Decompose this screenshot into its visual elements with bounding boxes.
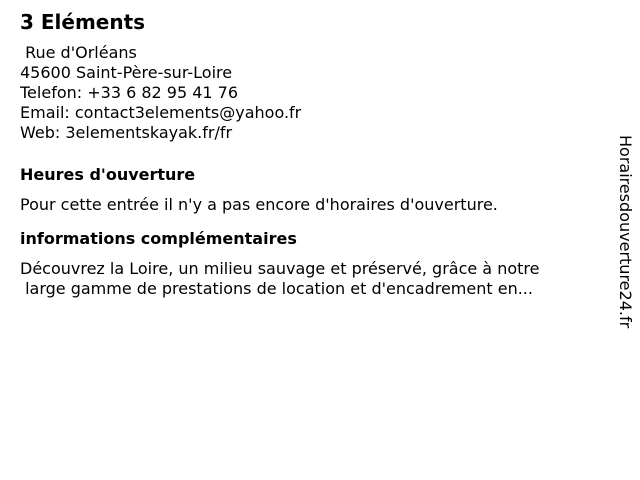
additional-info-line: large gamme de prestations de location et d'encadrement en... — [20, 279, 533, 298]
additional-info-line: Découvrez la Loire, un milieu sauvage et préservé, grâce à notre — [20, 259, 540, 278]
city-address: 45600 Saint-Père-sur-Loire — [20, 63, 233, 82]
additional-info-heading: informations complémentaires — [20, 229, 297, 248]
business-entry — [20, 9, 600, 299]
site-watermark: Horairesdouverture24.fr — [616, 135, 635, 329]
opening-hours-heading: Heures d'ouverture — [20, 165, 196, 184]
business-contact — [20, 43, 600, 143]
phone-number: Telefon: +33 6 82 95 41 76 — [20, 83, 239, 102]
website-address: Web: 3elementskayak.fr/fr — [20, 123, 233, 142]
opening-hours-text: Pour cette entrée il n'y a pas encore d'horaires d'ouverture. — [20, 195, 498, 214]
email-address: Email: contact3elements@yahoo.fr — [20, 103, 302, 122]
additional-info-text — [20, 259, 600, 299]
street-address: Rue d'Orléans — [20, 43, 137, 62]
business-name: 3 Eléments — [20, 10, 146, 34]
